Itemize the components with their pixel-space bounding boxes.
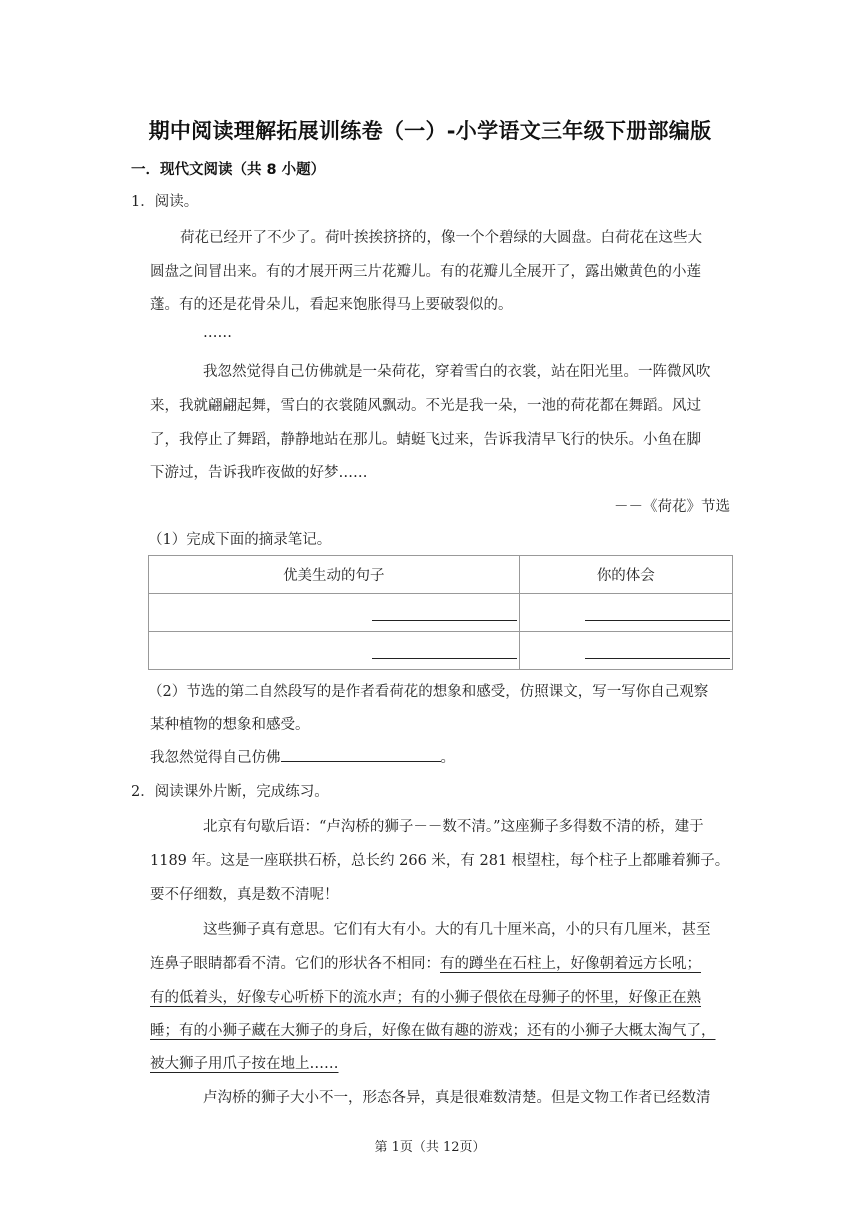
question-2-label: 2．阅读课外片断，完成练习。 [131,784,329,800]
q1-subquestion-1: （1）完成下面的摘录笔记。 [148,532,332,548]
q1-passage-line: 我忽然觉得自己仿佛就是一朵荷花，穿着雪白的衣裳，站在阳光里。一阵微风吹 [203,364,711,380]
q2-plain-text: 连鼻子眼睛都看不清。它们的形状各不相同： [150,956,440,972]
fill-suffix: 。 [440,750,455,766]
q2-passage-line: 要不仔细数，真是数不清呢！ [150,887,339,903]
q1-passage-line: 下游过，告诉我昨夜做的好梦…… [150,465,368,481]
table-header-row [149,556,733,594]
q2-underlined-line: 睡；有的小狮子藏在大狮子的身后，好像在做有趣的游戏；还有的小狮子大概太淘气了， [150,1023,716,1039]
section-heading: 一．现代文阅读（共 8 小题） [131,162,326,178]
question-1-label: 1．阅读。 [131,194,199,210]
q2-passage-line: 这些狮子真有意思。它们有大有小。大的有几十厘米高，小的只有几厘米，甚至 [203,922,711,938]
q2-passage-line: 北京有句歇后语：“卢沟桥的狮子－－数不清。”这座狮子多得数不清的桥，建于 [203,819,704,835]
q2-passage-line [150,952,701,973]
q1-passage-line: 了，我停止了舞蹈，静静地站在那儿。蜻蜓飞过来，告诉我清早飞行的快乐。小鱼在脚 [150,432,701,448]
excerpt-notes-table [148,555,733,670]
q1-passage-line: 圆盘之间冒出来。有的才展开两三片花瓣儿。有的花瓣儿全展开了，露出嫩黄色的小莲 [150,264,701,280]
q1-ellipsis: …… [203,325,232,341]
q1-subquestion-2-cont: 某种植物的想象和感受。 [150,717,310,733]
q1-subquestion-2: （2）节选的第二自然段写的是作者看荷花的想象和感受，仿照课文，写一写你自己观察 [148,684,709,700]
answer-blank-feeling[interactable] [519,632,732,670]
q2-underlined-line: 被大狮子用爪子按在地上…… [150,1056,339,1072]
page-title: 期中阅读理解拓展训练卷（一）-小学语文三年级下册部编版 [148,119,712,143]
q1-passage-line: 荷花已经开了不少了。荷叶挨挨挤挤的，像一个个碧绿的大圆盘。白荷花在这些大 [180,230,702,246]
answer-blank-sentence[interactable] [149,594,520,632]
q1-fill-sentence [150,746,455,767]
q2-underlined-text: 有的蹲坐在石柱上，好像朝着远方长吼； [440,956,701,972]
table-header-sentences: 优美生动的句子 [149,556,520,594]
table-row [149,632,733,670]
q2-passage-line: 卢沟桥的狮子大小不一，形态各异，真是很难数清楚。但是文物工作者已经数清 [203,1090,711,1106]
q2-underlined-line: 有的低着头，好像专心听桥下的流水声；有的小狮子偎依在母狮子的怀里，好像正在熟 [150,990,701,1006]
table-row [149,594,733,632]
fill-blank[interactable] [281,747,441,762]
q1-source: －－《荷花》节选 [614,499,730,515]
page-footer: 第 1页（共 12页） [374,1140,486,1155]
answer-blank-sentence[interactable] [149,632,520,670]
fill-prefix: 我忽然觉得自己仿佛 [150,750,281,766]
table-header-feelings: 你的体会 [519,556,732,594]
q1-passage-line: 来，我就翩翩起舞，雪白的衣裳随风飘动。不光是我一朵，一池的荷花都在舞蹈。风过 [150,398,701,414]
q1-passage-line: 蓬。有的还是花骨朵儿，看起来饱胀得马上要破裂似的。 [150,297,513,313]
q2-passage-line: 1189 年。这是一座联拱石桥，总长约 266 米，有 281 根望柱，每个柱子上都雕着狮子。 [150,853,730,869]
answer-blank-feeling[interactable] [519,594,732,632]
